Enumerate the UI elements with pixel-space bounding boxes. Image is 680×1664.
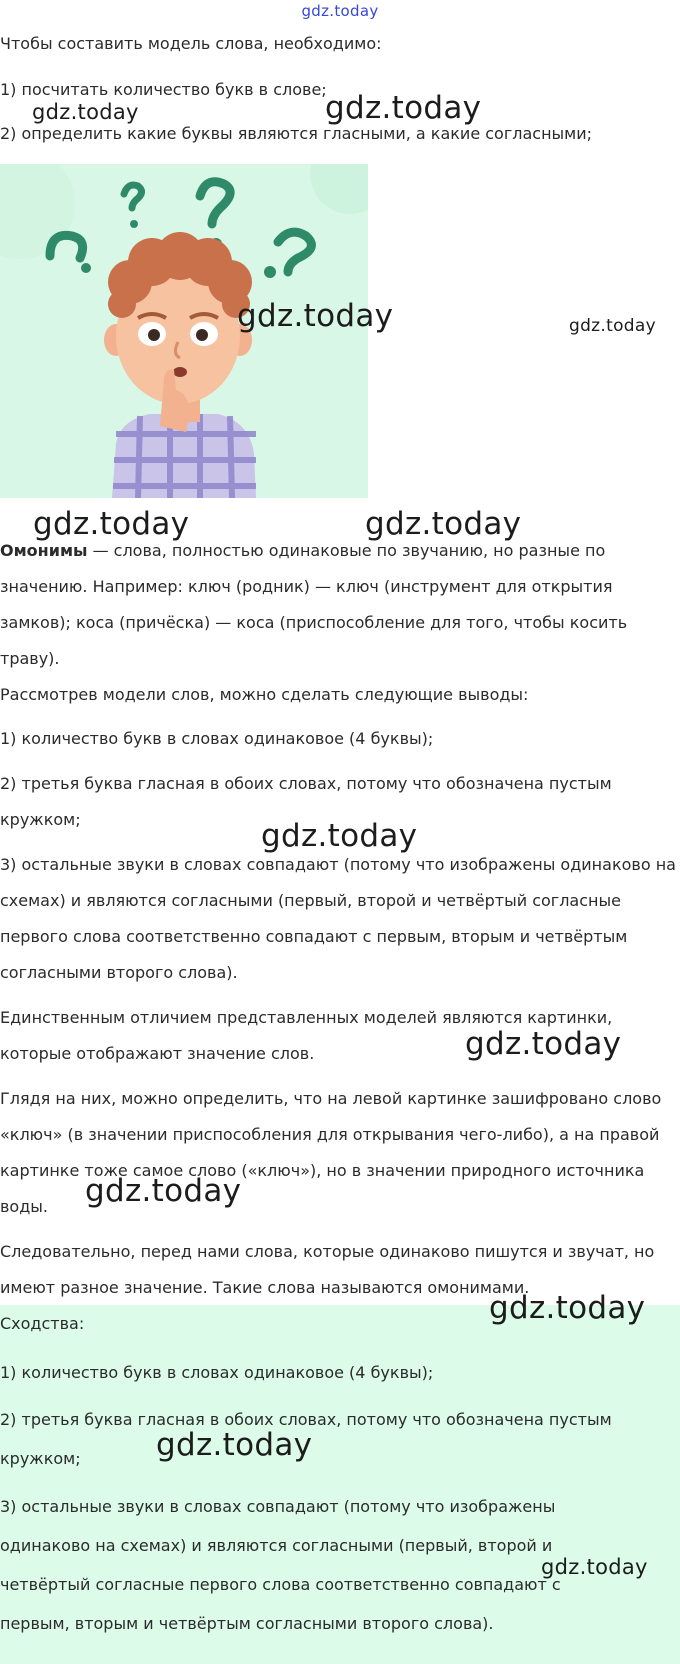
difference-line-2: которые отображают значение слов. — [0, 1044, 315, 1063]
conclusion-item-3-line-2: схемах) и являются согласными (первый, второй и четвёртый согласные — [0, 891, 621, 910]
pictures-line-4: воды. — [0, 1197, 48, 1216]
conclusion-item-3-line-1: 3) остальные звуки в словах совпадают (потому что изображены одинаково на — [0, 855, 676, 874]
intro-lead: Чтобы составить модель слова, необходимо: — [0, 34, 382, 53]
similarity-item-3-line-1: 3) остальные звуки в словах совпадают (потому что изображены — [0, 1497, 556, 1516]
definition-line-4: траву). — [0, 649, 60, 668]
watermark-top: gdz.today — [301, 2, 379, 20]
watermark: gdz.today — [541, 1555, 648, 1579]
intro-step-2: 2) определить какие буквы являются гласными, а какие согласными; — [0, 124, 593, 143]
pictures-line-2: «ключ» (в значении приспособления для открывания чего-либо), а на правой — [0, 1125, 660, 1144]
definition-line-1 — [0, 533, 605, 569]
definition-text: — слова, полностью одинаковые по звучанию, но разные по — [87, 541, 606, 560]
term-homonyms: Омонимы — [0, 541, 88, 560]
definition-line-2: значению. Например: ключ (родник) — ключ (инструмент для открытия — [0, 577, 613, 596]
conclusion-item-3-line-3: первого слова соответственно совпадают с первым, вторым и четвёртым — [0, 927, 628, 946]
conclusion-item-3-line-4: согласными второго слова). — [0, 963, 238, 982]
watermark: gdz.today — [85, 1173, 242, 1209]
watermark: gdz.today — [156, 1427, 313, 1463]
pictures-line-1: Глядя на них, можно определить, что на левой картинке зашифровано слово — [0, 1089, 662, 1108]
watermark: gdz.today — [489, 1290, 646, 1326]
intro-step-1: 1) посчитать количество букв в слове; — [0, 80, 327, 99]
conclusion-item-2-line-1: 2) третья буква гласная в обоих словах, потому что обозначена пустым — [0, 774, 612, 793]
summary-line-1: Следовательно, перед нами слова, которые одинаково пишутся и звучат, но — [0, 1242, 655, 1261]
definition-line-3: замков); коса (причёска) — коса (приспособление для того, чтобы косить — [0, 613, 628, 632]
summary-line-2: имеют разное значение. Такие слова называются омонимами. — [0, 1278, 530, 1297]
watermark: gdz.today — [32, 100, 139, 124]
watermark: gdz.today — [365, 506, 522, 542]
similarity-item-2-line-1: 2) третья буква гласная в обоих словах, потому что обозначена пустым — [0, 1410, 612, 1429]
pictures-line-3: картинке тоже самое слово («ключ»), но в значении природного источника — [0, 1161, 645, 1180]
similarity-item-2-line-2: кружком; — [0, 1449, 81, 1468]
watermark: gdz.today — [261, 818, 418, 854]
similarities-heading: Сходства: — [0, 1314, 85, 1333]
conclusion-item-1: 1) количество букв в словах одинаковое (4 буквы); — [0, 729, 434, 748]
conclusions-lead: Рассмотрев модели слов, можно сделать следующие выводы: — [0, 685, 529, 704]
difference-line-1: Единственным отличием представленных моделей являются картинки, — [0, 1008, 613, 1027]
similarity-item-1: 1) количество букв в словах одинаковое (4 буквы); — [0, 1363, 434, 1382]
conclusion-item-2-line-2: кружком; — [0, 810, 81, 829]
watermark: gdz.today — [569, 316, 656, 336]
watermark: gdz.today — [33, 506, 190, 542]
watermark: gdz.today — [465, 1026, 622, 1062]
similarity-item-3-line-3: четвёртый согласные первого слова соответственно совпадают с — [0, 1575, 561, 1594]
similarity-item-3-line-4: первым, вторым и четвёртым согласными второго слова). — [0, 1614, 494, 1633]
watermark: gdz.today — [325, 90, 482, 126]
watermark: gdz.today — [237, 298, 394, 334]
similarity-item-3-line-2: одинаково на схемах) и являются согласными (первый, второй и — [0, 1536, 553, 1555]
